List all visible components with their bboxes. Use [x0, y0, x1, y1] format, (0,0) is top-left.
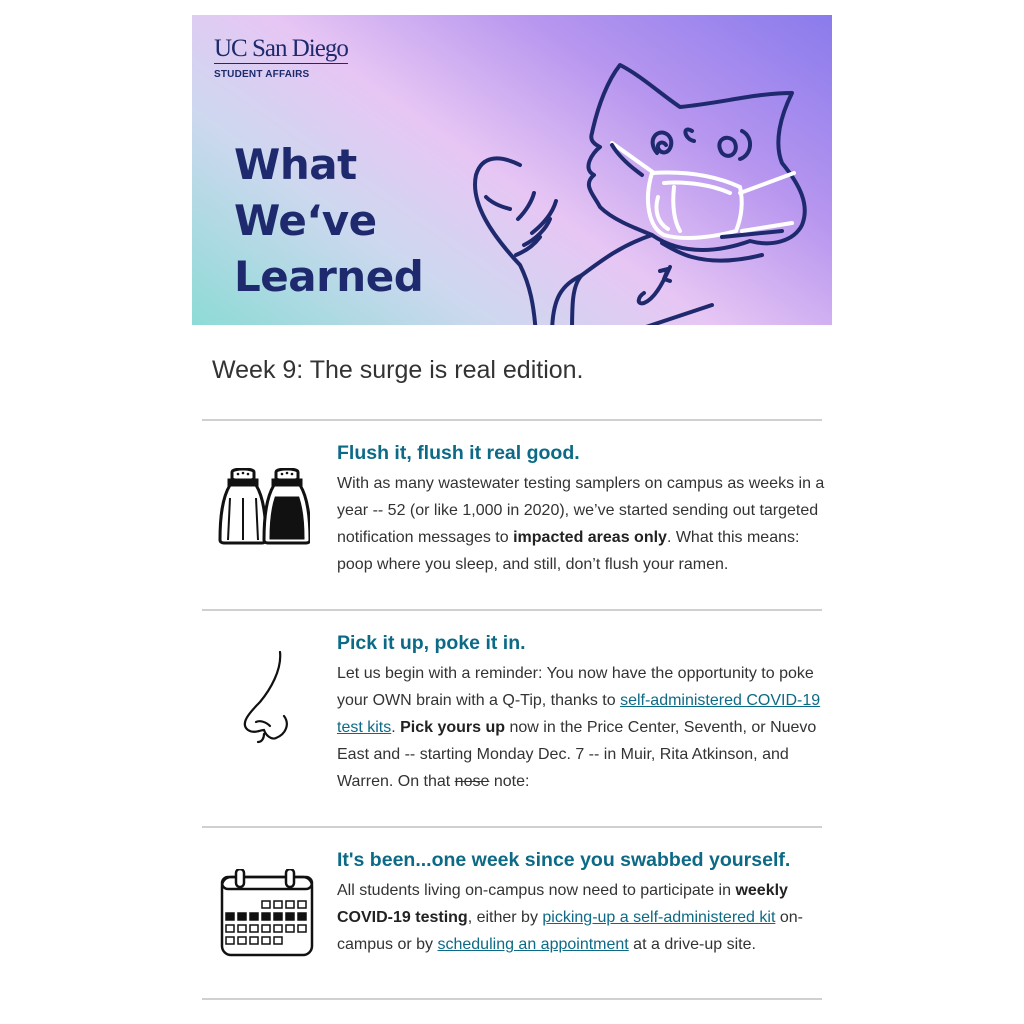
body-text: . What this means: poop where you sleep, and still, don’t flush your ramen. [337, 529, 800, 573]
pickup-kit-link[interactable]: picking-up a self-administered kit [542, 909, 776, 926]
section-body [337, 660, 827, 795]
body-bold: Pick yours up [400, 719, 506, 736]
logo-wordmark: UC San Diego [214, 35, 348, 62]
body-text: , either by [467, 909, 543, 926]
section-weekly-testing [202, 827, 822, 999]
body-text: at a drive-up site. [628, 936, 756, 953]
header-banner [192, 15, 832, 325]
nose-icon [240, 650, 294, 744]
body-text: note: [489, 773, 530, 790]
section-heading: It's been...one week since you swabbed yourself. [337, 849, 791, 871]
section-test-kits [202, 610, 822, 828]
section-divider [202, 998, 822, 1000]
logo-divider [214, 63, 348, 64]
page-title: Week 9: The surge is real edition. [212, 356, 584, 384]
section-body [337, 877, 827, 958]
masked-cat-illustration [422, 35, 832, 325]
body-text: on-campus or by [337, 909, 803, 953]
calendar-icon [220, 869, 314, 957]
body-text: With as many wastewater testing samplers on campus as weeks in a year -- 52 (or like 1,000 in 2020), we’ve started sending out targeted notification messages to [337, 475, 825, 546]
section-heading: Pick it up, poke it in. [337, 632, 526, 654]
banner-title-line-3: Learned [234, 252, 424, 301]
banner-title-line-2: We‘ve [234, 196, 377, 245]
section-body [337, 470, 827, 578]
schedule-appointment-link[interactable]: scheduling an appointment [437, 936, 629, 953]
body-bold: impacted areas only [513, 529, 667, 546]
section-heading: Flush it, flush it real good. [337, 442, 580, 464]
banner-title [234, 137, 454, 305]
body-bold: weekly COVID-19 testing [337, 882, 788, 926]
section-wastewater [202, 420, 825, 610]
uc-san-diego-logo[interactable] [214, 35, 354, 80]
test-kits-link[interactable]: self-administered COVID-19 test kits [337, 692, 821, 736]
salt-pepper-shakers-icon [216, 468, 310, 546]
logo-subtext: STUDENT AFFAIRS [214, 69, 310, 80]
strikethrough-word: nose [454, 773, 490, 790]
banner-title-line-1: What [234, 140, 357, 189]
body-text: now in the Price Center, Seventh, or Nuevo East and -- starting Monday Dec. 7 -- in Muir, Rita Atkinson, and Warren. On that [337, 719, 817, 790]
body-text: . [391, 719, 401, 736]
body-text: All students living on-campus now need to participate in [337, 882, 736, 899]
body-text: Let us begin with a reminder: You now have the opportunity to poke your OWN brain with a Q-Tip, thanks to [337, 665, 814, 709]
